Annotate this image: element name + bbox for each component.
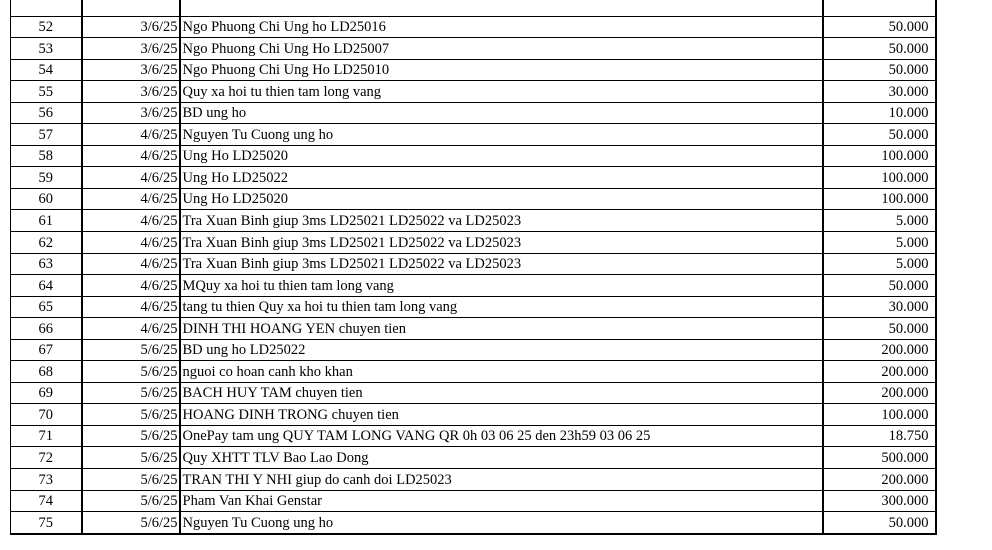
row-amount-cell: 100.000 — [823, 145, 936, 167]
donation-table — [10, 0, 937, 535]
row-number-cell: 69 — [11, 382, 82, 404]
table-row — [11, 16, 936, 38]
table-row — [11, 275, 936, 297]
table-row — [11, 81, 936, 103]
row-description-cell: Ngo Phuong Chi Ung ho LD25016 — [180, 16, 823, 38]
row-number-cell: 63 — [11, 253, 82, 275]
row-number-cell: 61 — [11, 210, 82, 232]
row-number-cell: 65 — [11, 296, 82, 318]
row-number-cell: 64 — [11, 275, 82, 297]
row-date-cell: 4/6/25 — [82, 253, 180, 275]
row-description-cell: Pham Van Khai Genstar — [180, 490, 823, 512]
row-number-cell: 56 — [11, 102, 82, 124]
table-row — [11, 512, 936, 534]
row-description-cell: BD ung ho — [180, 102, 823, 124]
table-row — [11, 296, 936, 318]
row-number-cell: 75 — [11, 512, 82, 534]
row-description-cell: Ung Ho LD25020 — [180, 188, 823, 210]
row-number-cell: 53 — [11, 38, 82, 60]
row-amount-cell: 50.000 — [823, 59, 936, 81]
table-row-clipped — [11, 0, 936, 16]
row-amount-cell: 300.000 — [823, 490, 936, 512]
row-description-cell: OnePay tam ung QUY TAM LONG VANG QR 0h 03 06 25 den 23h59 03 06 25 — [180, 425, 823, 447]
row-date-cell: 4/6/25 — [82, 145, 180, 167]
table-row — [11, 318, 936, 340]
row-number-cell: 57 — [11, 124, 82, 146]
row-date-cell: 4/6/25 — [82, 318, 180, 340]
row-amount-cell: 5.000 — [823, 253, 936, 275]
row-description-cell: DINH THI HOANG YEN chuyen tien — [180, 318, 823, 340]
row-description-cell: Quy XHTT TLV Bao Lao Dong — [180, 447, 823, 469]
row-date-cell: 5/6/25 — [82, 361, 180, 383]
table-row — [11, 232, 936, 254]
row-amount-cell: 18.750 — [823, 425, 936, 447]
row-date-cell: 3/6/25 — [82, 59, 180, 81]
row-description-cell: tang tu thien Quy xa hoi tu thien tam long vang — [180, 296, 823, 318]
row-amount-cell: 50.000 — [823, 275, 936, 297]
row-date-cell: 4/6/25 — [82, 167, 180, 189]
row-description-cell: TRAN THI Y NHI giup do canh doi LD25023 — [180, 469, 823, 491]
row-number-cell: 60 — [11, 188, 82, 210]
row-number-cell: 58 — [11, 145, 82, 167]
row-date-cell: 4/6/25 — [82, 210, 180, 232]
row-date-cell: 4/6/25 — [82, 232, 180, 254]
row-date-cell: 5/6/25 — [82, 382, 180, 404]
row-amount-cell: 50.000 — [823, 512, 936, 534]
row-amount-cell: 30.000 — [823, 296, 936, 318]
table-row — [11, 124, 936, 146]
table-row — [11, 253, 936, 275]
row-amount-cell: 200.000 — [823, 469, 936, 491]
row-date-cell: 5/6/25 — [82, 404, 180, 426]
row-description-cell: Quy xa hoi tu thien tam long vang — [180, 81, 823, 103]
row-date-cell: 4/6/25 — [82, 188, 180, 210]
row-date-cell: 5/6/25 — [82, 469, 180, 491]
table-row — [11, 447, 936, 469]
row-amount-cell: 5.000 — [823, 232, 936, 254]
row-description-cell: Ngo Phuong Chi Ung Ho LD25007 — [180, 38, 823, 60]
table-row — [11, 145, 936, 167]
row-amount-cell: 50.000 — [823, 16, 936, 38]
row-date-cell: 5/6/25 — [82, 339, 180, 361]
row-description-cell: Ung Ho LD25022 — [180, 167, 823, 189]
row-amount-cell: 100.000 — [823, 188, 936, 210]
row-amount-cell: 50.000 — [823, 318, 936, 340]
row-amount-cell: 200.000 — [823, 361, 936, 383]
row-description-cell: HOANG DINH TRONG chuyen tien — [180, 404, 823, 426]
row-description-cell: Nguyen Tu Cuong ung ho — [180, 512, 823, 534]
row-description-cell: nguoi co hoan canh kho khan — [180, 361, 823, 383]
row-amount-cell: 5.000 — [823, 210, 936, 232]
row-date-cell: 5/6/25 — [82, 490, 180, 512]
row-number-cell: 67 — [11, 339, 82, 361]
row-date-cell: 3/6/25 — [82, 38, 180, 60]
row-description-cell: Tra Xuan Binh giup 3ms LD25021 LD25022 va LD25023 — [180, 232, 823, 254]
row-amount-cell: 50.000 — [823, 38, 936, 60]
table-row — [11, 339, 936, 361]
row-amount-cell: 50.000 — [823, 124, 936, 146]
donation-ledger — [10, 0, 935, 535]
table-row — [11, 425, 936, 447]
row-number-cell: 72 — [11, 447, 82, 469]
table-row — [11, 167, 936, 189]
row-description-cell: Tra Xuan Binh giup 3ms LD25021 LD25022 va LD25023 — [180, 253, 823, 275]
table-row — [11, 382, 936, 404]
row-amount-cell: 200.000 — [823, 339, 936, 361]
table-row — [11, 59, 936, 81]
table-row — [11, 361, 936, 383]
row-description-cell: BACH HUY TAM chuyen tien — [180, 382, 823, 404]
row-amount-cell: 10.000 — [823, 102, 936, 124]
row-number-cell: 59 — [11, 167, 82, 189]
row-number-cell: 54 — [11, 59, 82, 81]
row-description-cell: Nguyen Tu Cuong ung ho — [180, 124, 823, 146]
row-number-cell: 62 — [11, 232, 82, 254]
table-row — [11, 210, 936, 232]
table-body — [11, 0, 936, 534]
row-number-cell: 73 — [11, 469, 82, 491]
row-amount-cell: 100.000 — [823, 404, 936, 426]
row-number-cell: 74 — [11, 490, 82, 512]
row-number-cell: 68 — [11, 361, 82, 383]
row-number-cell: 71 — [11, 425, 82, 447]
table-row — [11, 188, 936, 210]
table-row — [11, 404, 936, 426]
row-amount-cell: 100.000 — [823, 167, 936, 189]
row-number-cell: 66 — [11, 318, 82, 340]
row-number-cell: 52 — [11, 16, 82, 38]
table-row — [11, 102, 936, 124]
row-date-cell: 4/6/25 — [82, 124, 180, 146]
row-description-cell: Tra Xuan Binh giup 3ms LD25021 LD25022 va LD25023 — [180, 210, 823, 232]
row-number-cell: 70 — [11, 404, 82, 426]
row-date-cell: 4/6/25 — [82, 296, 180, 318]
row-description-cell: BD ung ho LD25022 — [180, 339, 823, 361]
row-date-cell: 4/6/25 — [82, 275, 180, 297]
row-amount-cell: 30.000 — [823, 81, 936, 103]
row-date-cell: 5/6/25 — [82, 512, 180, 534]
table-row — [11, 490, 936, 512]
table-row — [11, 469, 936, 491]
row-date-cell: 3/6/25 — [82, 102, 180, 124]
row-number-cell: 55 — [11, 81, 82, 103]
row-description-cell: Ngo Phuong Chi Ung Ho LD25010 — [180, 59, 823, 81]
table-row — [11, 38, 936, 60]
row-description-cell: Ung Ho LD25020 — [180, 145, 823, 167]
row-date-cell: 5/6/25 — [82, 425, 180, 447]
row-amount-cell: 500.000 — [823, 447, 936, 469]
row-date-cell: 3/6/25 — [82, 16, 180, 38]
row-date-cell: 3/6/25 — [82, 81, 180, 103]
row-description-cell: MQuy xa hoi tu thien tam long vang — [180, 275, 823, 297]
row-date-cell: 5/6/25 — [82, 447, 180, 469]
row-amount-cell: 200.000 — [823, 382, 936, 404]
